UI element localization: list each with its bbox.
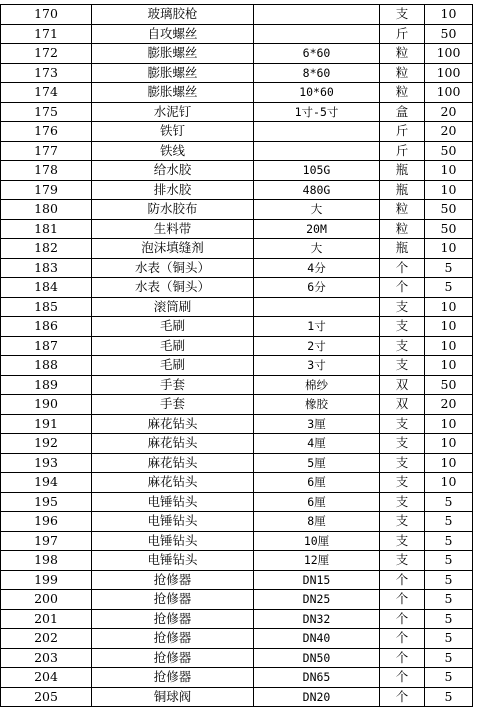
- item-unit-cell: 粒: [380, 200, 425, 220]
- item-qty-cell: 50: [425, 24, 473, 44]
- table-row: [1, 141, 473, 161]
- row-number-cell: 191: [1, 414, 92, 434]
- table-row: [1, 317, 473, 337]
- item-spec-cell: DN50: [254, 648, 380, 668]
- item-qty-cell: 10: [425, 180, 473, 200]
- item-spec-cell: 4厘: [254, 434, 380, 454]
- item-qty-cell: 5: [425, 551, 473, 571]
- item-spec-cell: 6分: [254, 278, 380, 298]
- item-unit-cell: 支: [380, 414, 425, 434]
- item-name-cell: 生料带: [92, 219, 254, 239]
- item-spec-cell: 大: [254, 200, 380, 220]
- table-row: [1, 63, 473, 83]
- item-qty-cell: 5: [425, 687, 473, 707]
- row-number-cell: 195: [1, 492, 92, 512]
- item-unit-cell: 支: [380, 512, 425, 532]
- table-row: [1, 375, 473, 395]
- item-spec-cell: DN32: [254, 609, 380, 629]
- item-qty-cell: 10: [425, 297, 473, 317]
- item-unit-cell: 斤: [380, 141, 425, 161]
- item-spec-cell: 3寸: [254, 356, 380, 376]
- item-name-cell: 抢修器: [92, 590, 254, 610]
- table-row: [1, 590, 473, 610]
- materials-table: [0, 4, 473, 707]
- item-name-cell: 麻花钻头: [92, 453, 254, 473]
- item-name-cell: 铁钉: [92, 122, 254, 142]
- row-number-cell: 177: [1, 141, 92, 161]
- row-number-cell: 174: [1, 83, 92, 103]
- row-number-cell: 201: [1, 609, 92, 629]
- row-number-cell: 172: [1, 44, 92, 64]
- table-row: [1, 453, 473, 473]
- item-spec-cell: [254, 24, 380, 44]
- item-spec-cell: 2寸: [254, 336, 380, 356]
- item-unit-cell: 个: [380, 629, 425, 649]
- table-row: [1, 668, 473, 688]
- item-name-cell: 抢修器: [92, 668, 254, 688]
- item-name-cell: 毛刷: [92, 336, 254, 356]
- item-qty-cell: 100: [425, 63, 473, 83]
- item-qty-cell: 5: [425, 590, 473, 610]
- item-name-cell: 自攻螺丝: [92, 24, 254, 44]
- item-unit-cell: 盒: [380, 102, 425, 122]
- item-unit-cell: 粒: [380, 83, 425, 103]
- item-qty-cell: 50: [425, 375, 473, 395]
- table-row: [1, 687, 473, 707]
- item-spec-cell: 6厘: [254, 492, 380, 512]
- item-qty-cell: 5: [425, 648, 473, 668]
- item-unit-cell: 支: [380, 297, 425, 317]
- item-spec-cell: 5厘: [254, 453, 380, 473]
- table-row: [1, 629, 473, 649]
- item-spec-cell: [254, 297, 380, 317]
- item-qty-cell: 5: [425, 258, 473, 278]
- table-row: [1, 83, 473, 103]
- item-spec-cell: 棉纱: [254, 375, 380, 395]
- row-number-cell: 192: [1, 434, 92, 454]
- item-unit-cell: 个: [380, 668, 425, 688]
- item-name-cell: 膨胀螺丝: [92, 44, 254, 64]
- table-row: [1, 512, 473, 532]
- item-name-cell: 铁线: [92, 141, 254, 161]
- item-qty-cell: 10: [425, 356, 473, 376]
- item-qty-cell: 5: [425, 570, 473, 590]
- item-spec-cell: DN15: [254, 570, 380, 590]
- row-number-cell: 203: [1, 648, 92, 668]
- table-row: [1, 278, 473, 298]
- row-number-cell: 175: [1, 102, 92, 122]
- item-spec-cell: 480G: [254, 180, 380, 200]
- item-qty-cell: 10: [425, 473, 473, 493]
- item-spec-cell: 8厘: [254, 512, 380, 532]
- item-name-cell: 铜球阀: [92, 687, 254, 707]
- item-unit-cell: 支: [380, 434, 425, 454]
- item-unit-cell: 支: [380, 336, 425, 356]
- row-number-cell: 197: [1, 531, 92, 551]
- item-unit-cell: 个: [380, 590, 425, 610]
- table-row: [1, 414, 473, 434]
- item-unit-cell: 个: [380, 278, 425, 298]
- item-qty-cell: 10: [425, 161, 473, 181]
- row-number-cell: 184: [1, 278, 92, 298]
- item-qty-cell: 5: [425, 492, 473, 512]
- row-number-cell: 176: [1, 122, 92, 142]
- table-row: [1, 219, 473, 239]
- item-unit-cell: 支: [380, 551, 425, 571]
- item-spec-cell: DN20: [254, 687, 380, 707]
- item-spec-cell: [254, 5, 380, 25]
- item-name-cell: 电锤钻头: [92, 492, 254, 512]
- row-number-cell: 178: [1, 161, 92, 181]
- item-qty-cell: 50: [425, 200, 473, 220]
- item-name-cell: 给水胶: [92, 161, 254, 181]
- item-spec-cell: 20M: [254, 219, 380, 239]
- item-unit-cell: 支: [380, 531, 425, 551]
- materials-table-body: [1, 5, 473, 707]
- item-unit-cell: 支: [380, 453, 425, 473]
- item-unit-cell: 瓶: [380, 239, 425, 259]
- item-name-cell: 麻花钻头: [92, 473, 254, 493]
- item-unit-cell: 支: [380, 492, 425, 512]
- item-spec-cell: 橡胶: [254, 395, 380, 415]
- row-number-cell: 179: [1, 180, 92, 200]
- item-name-cell: 抢修器: [92, 570, 254, 590]
- row-number-cell: 204: [1, 668, 92, 688]
- item-name-cell: 水表（铜头）: [92, 258, 254, 278]
- item-qty-cell: 50: [425, 219, 473, 239]
- item-unit-cell: 斤: [380, 122, 425, 142]
- item-unit-cell: 支: [380, 356, 425, 376]
- row-number-cell: 181: [1, 219, 92, 239]
- row-number-cell: 193: [1, 453, 92, 473]
- item-qty-cell: 20: [425, 122, 473, 142]
- item-spec-cell: DN25: [254, 590, 380, 610]
- table-row: [1, 122, 473, 142]
- item-qty-cell: 5: [425, 531, 473, 551]
- item-qty-cell: 10: [425, 453, 473, 473]
- table-row: [1, 531, 473, 551]
- row-number-cell: 180: [1, 200, 92, 220]
- item-qty-cell: 5: [425, 278, 473, 298]
- table-row: [1, 180, 473, 200]
- table-row: [1, 239, 473, 259]
- item-qty-cell: 10: [425, 239, 473, 259]
- item-unit-cell: 瓶: [380, 180, 425, 200]
- item-qty-cell: 10: [425, 434, 473, 454]
- item-spec-cell: DN65: [254, 668, 380, 688]
- item-spec-cell: 8*60: [254, 63, 380, 83]
- item-qty-cell: 5: [425, 512, 473, 532]
- item-name-cell: 毛刷: [92, 317, 254, 337]
- row-number-cell: 171: [1, 24, 92, 44]
- item-qty-cell: 20: [425, 102, 473, 122]
- item-qty-cell: 10: [425, 414, 473, 434]
- item-spec-cell: 4分: [254, 258, 380, 278]
- item-spec-cell: 3厘: [254, 414, 380, 434]
- table-row: [1, 395, 473, 415]
- item-unit-cell: 支: [380, 317, 425, 337]
- table-row: [1, 434, 473, 454]
- item-name-cell: 泡沫填缝剂: [92, 239, 254, 259]
- row-number-cell: 202: [1, 629, 92, 649]
- item-spec-cell: 大: [254, 239, 380, 259]
- item-spec-cell: 10*60: [254, 83, 380, 103]
- table-row: [1, 44, 473, 64]
- row-number-cell: 194: [1, 473, 92, 493]
- row-number-cell: 190: [1, 395, 92, 415]
- item-qty-cell: 100: [425, 83, 473, 103]
- item-unit-cell: 双: [380, 395, 425, 415]
- item-qty-cell: 10: [425, 5, 473, 25]
- item-name-cell: 膨胀螺丝: [92, 63, 254, 83]
- row-number-cell: 200: [1, 590, 92, 610]
- item-unit-cell: 个: [380, 570, 425, 590]
- table-row: [1, 356, 473, 376]
- table-row: [1, 570, 473, 590]
- item-unit-cell: 支: [380, 5, 425, 25]
- item-unit-cell: 双: [380, 375, 425, 395]
- item-qty-cell: 5: [425, 609, 473, 629]
- item-unit-cell: 个: [380, 687, 425, 707]
- row-number-cell: 173: [1, 63, 92, 83]
- item-qty-cell: 10: [425, 317, 473, 337]
- item-spec-cell: [254, 122, 380, 142]
- item-unit-cell: 粒: [380, 219, 425, 239]
- item-spec-cell: 105G: [254, 161, 380, 181]
- table-row: [1, 336, 473, 356]
- row-number-cell: 182: [1, 239, 92, 259]
- item-spec-cell: 6*60: [254, 44, 380, 64]
- item-qty-cell: 5: [425, 629, 473, 649]
- item-unit-cell: 个: [380, 609, 425, 629]
- table-row: [1, 492, 473, 512]
- item-name-cell: 防水胶布: [92, 200, 254, 220]
- item-name-cell: 麻花钻头: [92, 414, 254, 434]
- item-name-cell: 抢修器: [92, 648, 254, 668]
- table-row: [1, 258, 473, 278]
- item-name-cell: 膨胀螺丝: [92, 83, 254, 103]
- table-row: [1, 200, 473, 220]
- item-spec-cell: 12厘: [254, 551, 380, 571]
- item-unit-cell: 瓶: [380, 161, 425, 181]
- row-number-cell: 199: [1, 570, 92, 590]
- row-number-cell: 198: [1, 551, 92, 571]
- table-row: [1, 473, 473, 493]
- table-row: [1, 102, 473, 122]
- row-number-cell: 205: [1, 687, 92, 707]
- item-name-cell: 电锤钻头: [92, 512, 254, 532]
- item-spec-cell: 10厘: [254, 531, 380, 551]
- row-number-cell: 185: [1, 297, 92, 317]
- table-row: [1, 24, 473, 44]
- table-row: [1, 161, 473, 181]
- item-spec-cell: 1寸-5寸: [254, 102, 380, 122]
- item-unit-cell: 斤: [380, 24, 425, 44]
- item-qty-cell: 10: [425, 336, 473, 356]
- item-unit-cell: 支: [380, 473, 425, 493]
- item-name-cell: 手套: [92, 395, 254, 415]
- table-row: [1, 609, 473, 629]
- row-number-cell: 187: [1, 336, 92, 356]
- item-name-cell: 排水胶: [92, 180, 254, 200]
- item-name-cell: 抢修器: [92, 629, 254, 649]
- table-row: [1, 297, 473, 317]
- table-row: [1, 648, 473, 668]
- item-unit-cell: 粒: [380, 44, 425, 64]
- item-qty-cell: 5: [425, 668, 473, 688]
- row-number-cell: 189: [1, 375, 92, 395]
- item-name-cell: 水表（铜头）: [92, 278, 254, 298]
- item-unit-cell: 个: [380, 648, 425, 668]
- row-number-cell: 183: [1, 258, 92, 278]
- item-unit-cell: 粒: [380, 63, 425, 83]
- table-row: [1, 551, 473, 571]
- item-spec-cell: [254, 141, 380, 161]
- item-name-cell: 手套: [92, 375, 254, 395]
- item-name-cell: 玻璃胶枪: [92, 5, 254, 25]
- item-name-cell: 电锤钻头: [92, 531, 254, 551]
- row-number-cell: 170: [1, 5, 92, 25]
- row-number-cell: 188: [1, 356, 92, 376]
- item-name-cell: 滚筒刷: [92, 297, 254, 317]
- row-number-cell: 196: [1, 512, 92, 532]
- item-name-cell: 抢修器: [92, 609, 254, 629]
- item-qty-cell: 20: [425, 395, 473, 415]
- item-spec-cell: 6厘: [254, 473, 380, 493]
- table-row: [1, 5, 473, 25]
- item-name-cell: 电锤钻头: [92, 551, 254, 571]
- item-name-cell: 麻花钻头: [92, 434, 254, 454]
- item-qty-cell: 50: [425, 141, 473, 161]
- item-unit-cell: 个: [380, 258, 425, 278]
- row-number-cell: 186: [1, 317, 92, 337]
- item-qty-cell: 100: [425, 44, 473, 64]
- item-name-cell: 水泥钉: [92, 102, 254, 122]
- item-spec-cell: DN40: [254, 629, 380, 649]
- item-name-cell: 毛刷: [92, 356, 254, 376]
- item-spec-cell: 1寸: [254, 317, 380, 337]
